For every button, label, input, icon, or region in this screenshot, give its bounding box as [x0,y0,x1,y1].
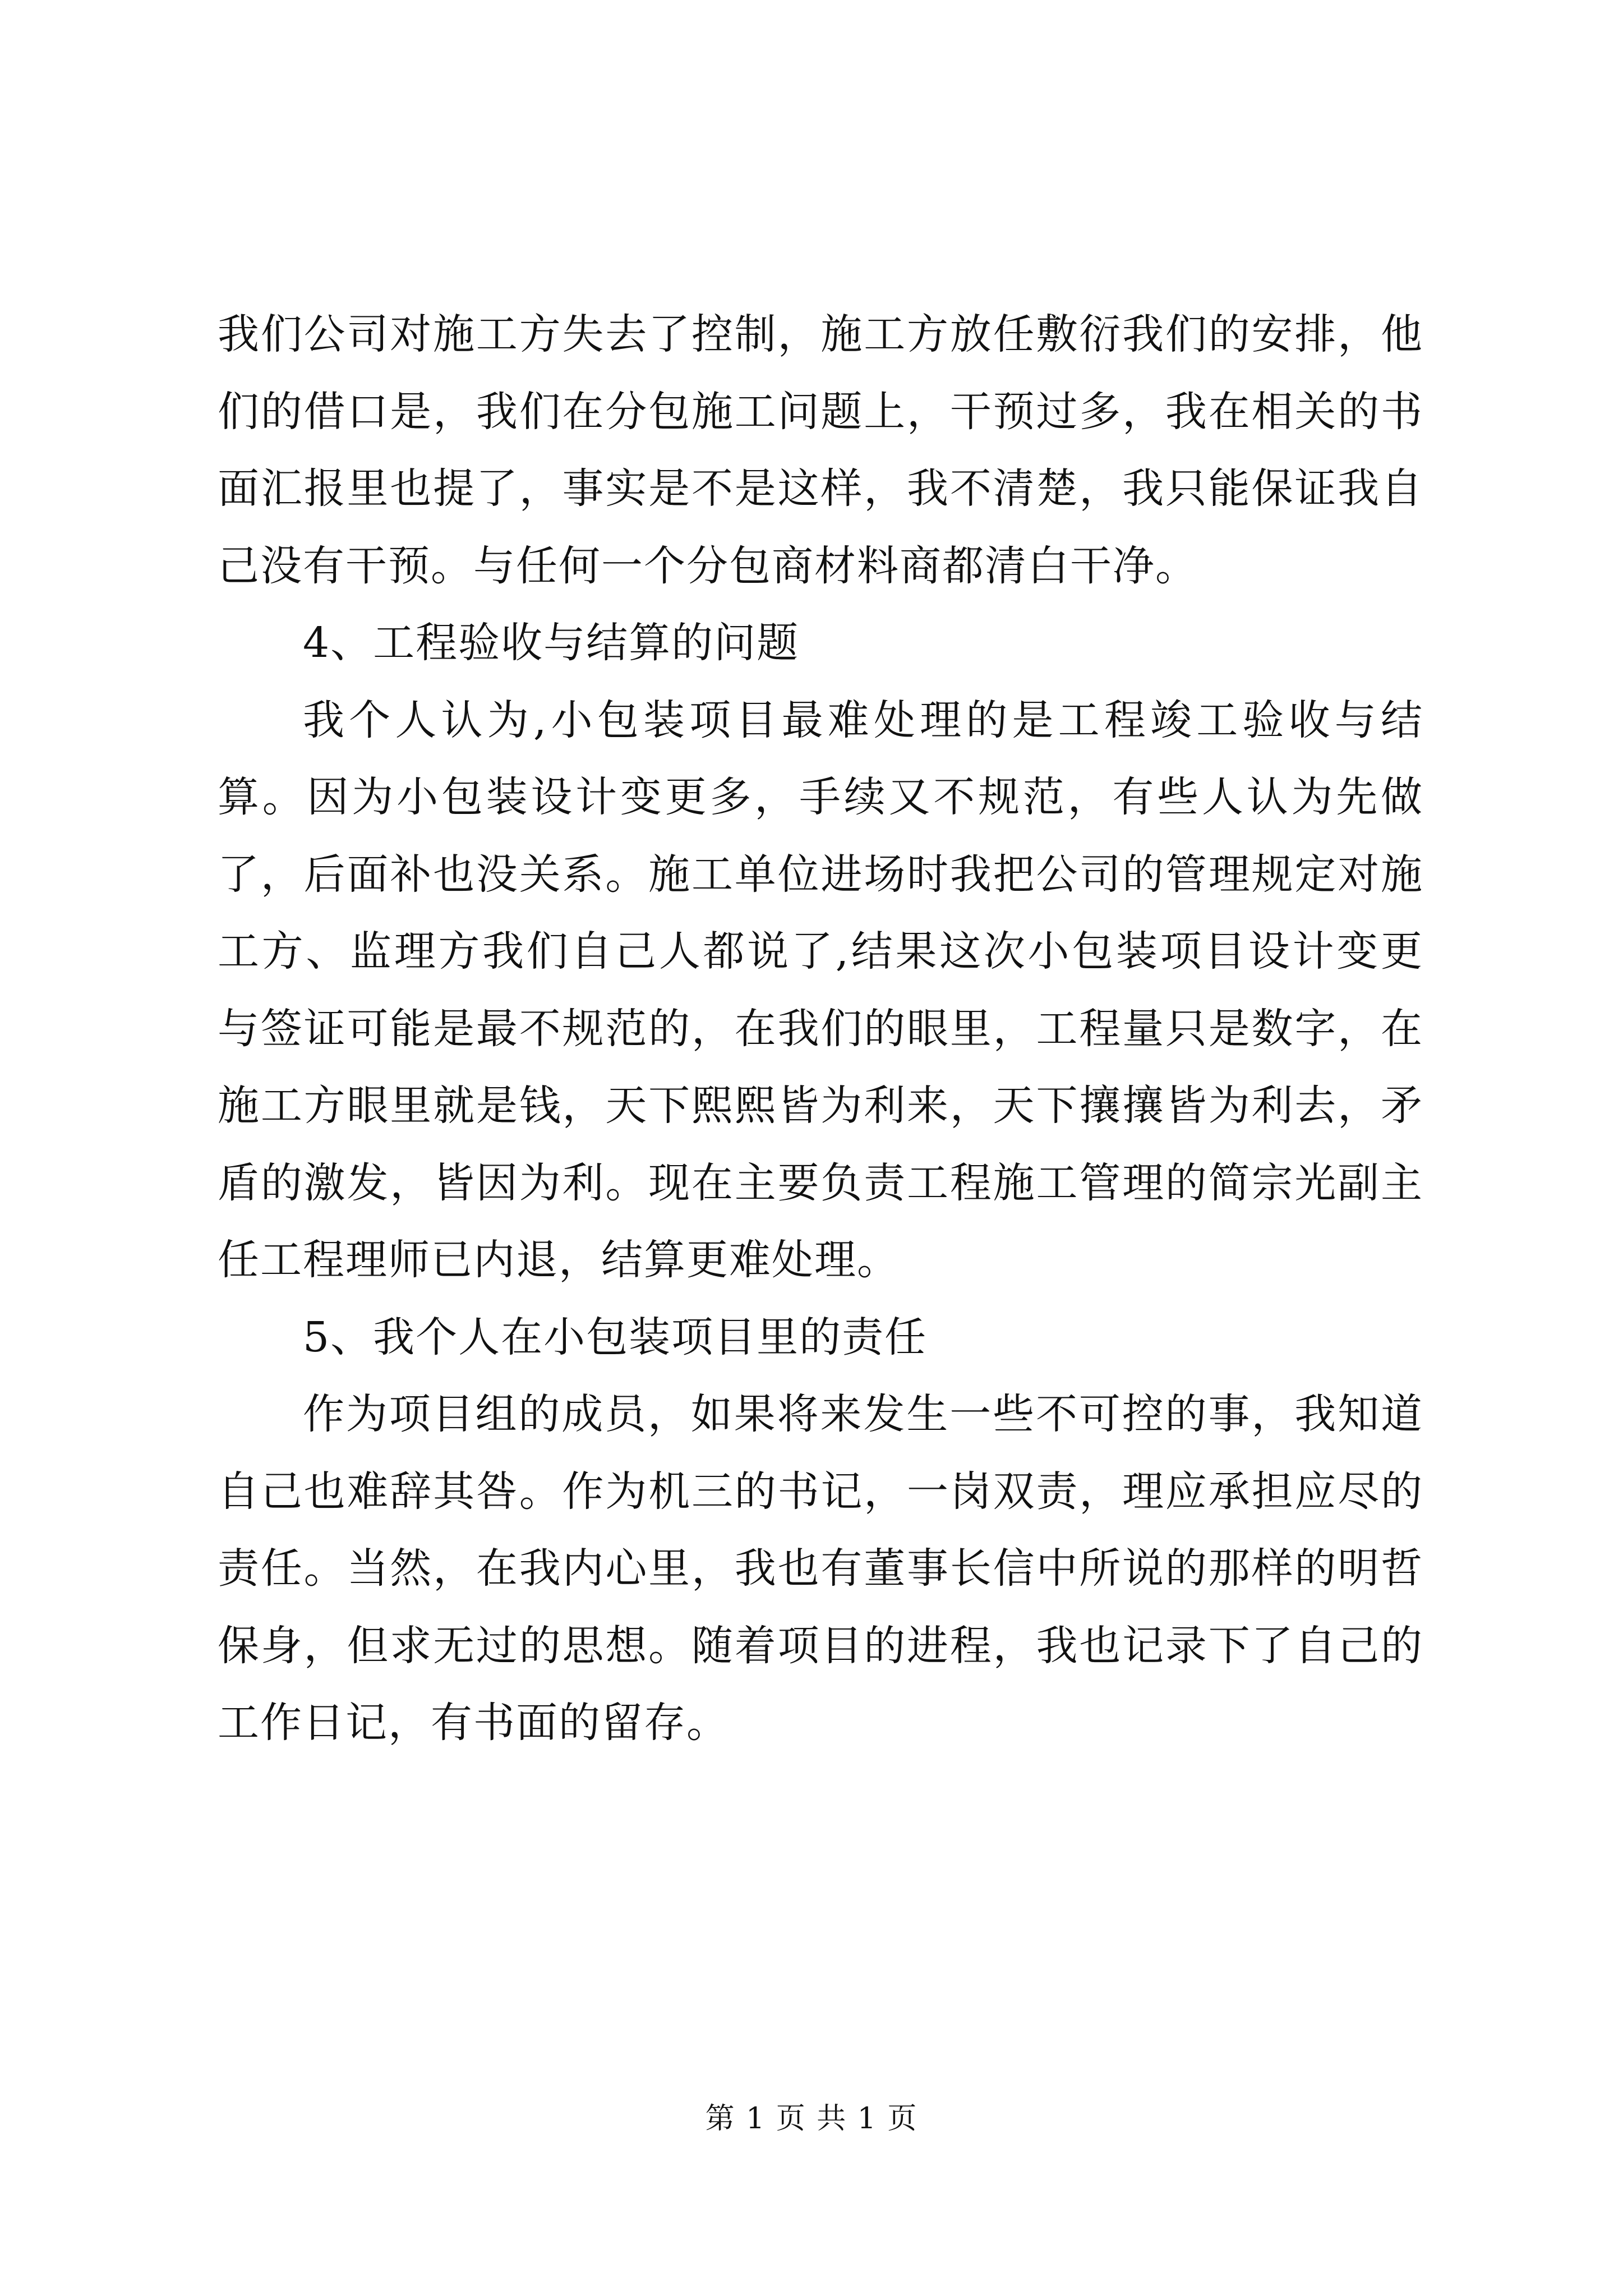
section-heading-5: 5、我个人在小包装项目里的责任 [303,1313,928,1361]
document-body [218,296,1423,1762]
page-footer: 第 1 页 共 1 页 [705,2102,918,2136]
section-heading-4: 4、工程验收与结算的问题 [303,619,800,667]
paragraph-acceptance-settlement: 我个人认为,小包装项目最难处理的是工程竣工验收与结算。因为小包装设计变更多，手续又不规范，有些人认为先做了，后面补也没关系。施工单位进场时我把公司的管理规定对施工方、监理方我们自己人都说了,结果这次小包装项目设计变更与签证可能是最不规范的，在我们的眼里，工程量只是数字，在施工方眼里就是钱，天下熙熙皆为利来，天下攘攘皆为利去，矛盾的激发，皆因为利。现在主要负责工程施工管理的简宗光副主任工程理师已内退，结算更难处理。 [218,696,1423,1284]
paragraph-continuation: 我们公司对施工方失去了控制，施工方放任敷衍我们的安排，他们的借口是，我们在分包施工问题上，干预过多，我在相关的书面汇报里也提了，事实是不是这样，我不清楚，我只能保证我自己没有干预。与任何一个分包商材料商都清白干净。 [218,310,1423,590]
paragraph-personal-responsibility: 作为项目组的成员，如果将来发生一些不可控的事，我知道自己也难辞其咎。作为机三的书记，一岗双责，理应承担应尽的责任。当然，在我内心里，我也有董事长信中所说的那样的明哲保身，但求无过的思想。随着项目的进程，我也记录下了自己的工作日记，有书面的留存。 [218,1390,1423,1747]
